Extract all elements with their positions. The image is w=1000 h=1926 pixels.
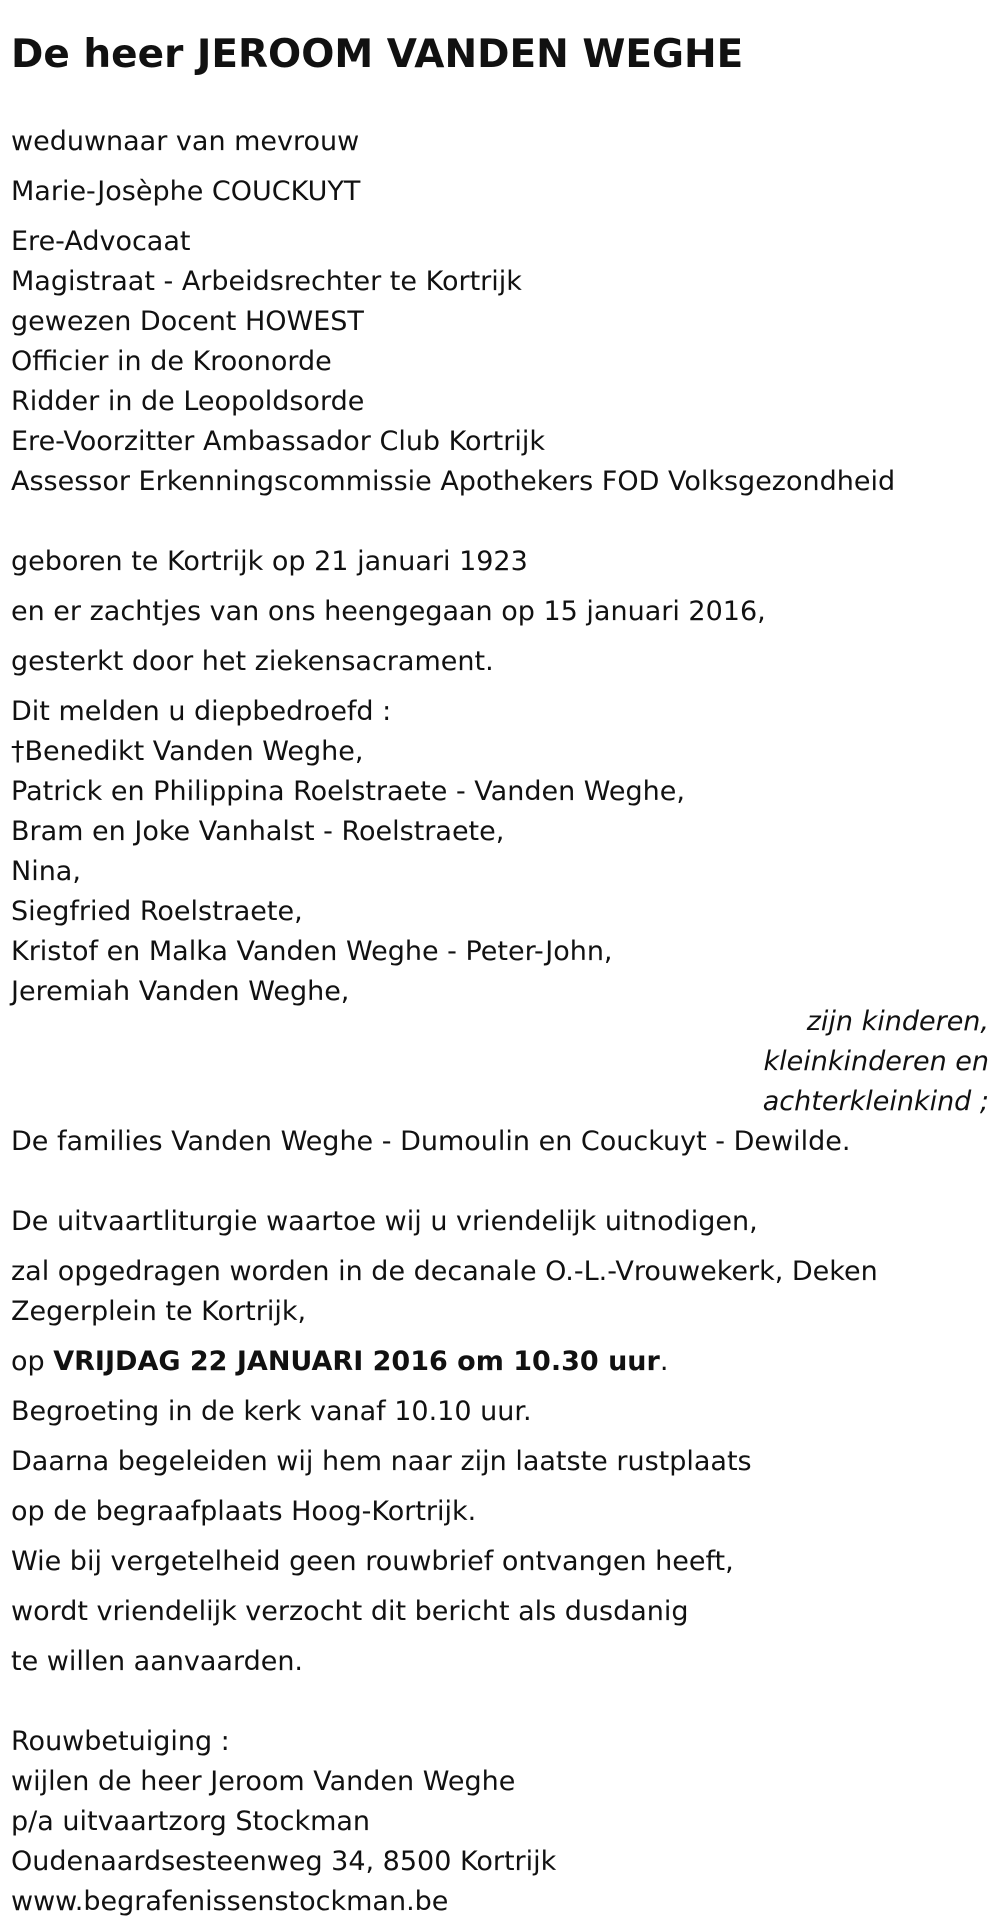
condolence-address: p/a uitvaartzorg Stockman <box>11 1806 371 1837</box>
liturgy-date-prefix: op <box>11 1346 54 1377</box>
condolence-address: wijlen de heer Jeroom Vanden Weghe <box>11 1766 516 1797</box>
widower-line: weduwnaar van mevrouw <box>11 126 360 157</box>
family-member: Patrick en Philippina Roelstraete - Vanden Weghe, <box>11 776 685 807</box>
burial-line: Daarna begeleiden wij hem naar zijn laatste rustplaats <box>11 1446 752 1477</box>
family-member: Kristof en Malka Vanden Weghe - Peter-John, <box>11 936 613 967</box>
family-member: Nina, <box>11 856 81 887</box>
announcement-line: Dit melden u diepbedroefd : <box>11 696 392 727</box>
birth-line: geboren te Kortrijk op 21 januari 1923 <box>11 546 528 577</box>
liturgy-date-line <box>11 1342 668 1382</box>
title-item: Ere-Voorzitter Ambassador Club Kortrijk <box>11 426 545 457</box>
family-member: Bram en Joke Vanhalst - Roelstraete, <box>11 816 505 847</box>
relation-line: kleinkinderen en <box>763 1046 989 1077</box>
condolence-website: www.begrafenissenstockman.be <box>11 1886 449 1917</box>
family-member: Jeremiah Vanden Weghe, <box>11 976 350 1007</box>
sacrament-line: gesterkt door het ziekensacrament. <box>11 646 494 677</box>
page-title: De heer JEROOM VANDEN WEGHE <box>11 32 744 77</box>
liturgy-place: Zegerplein te Kortrijk, <box>11 1296 307 1327</box>
condolence-address: Oudenaardsesteenweg 34, 8500 Kortrijk <box>11 1846 557 1877</box>
title-item: Officier in de Kroonorde <box>11 346 332 377</box>
liturgy-invite: De uitvaartliturgie waartoe wij u vriendelijk uitnodigen, <box>11 1206 758 1237</box>
notice-line: wordt vriendelijk verzocht dit bericht als dusdanig <box>11 1596 689 1627</box>
family-member: Siegfried Roelstraete, <box>11 896 303 927</box>
relation-line: achterkleinkind ; <box>762 1086 989 1117</box>
notice-line: Wie bij vergetelheid geen rouwbrief ontvangen heeft, <box>11 1546 734 1577</box>
liturgy-date: VRIJDAG 22 JANUARI 2016 om 10.30 uur <box>53 1346 660 1377</box>
liturgy-place: zal opgedragen worden in de decanale O.-L.-Vrouwekerk, Deken <box>11 1256 878 1287</box>
title-item: gewezen Docent HOWEST <box>11 306 364 337</box>
notice-line: te willen aanvaarden. <box>11 1646 304 1677</box>
title-item: Ridder in de Leopoldsorde <box>11 386 365 417</box>
title-item: Magistraat - Arbeidsrechter te Kortrijk <box>11 266 522 297</box>
greeting-line: Begroeting in de kerk vanaf 10.10 uur. <box>11 1396 532 1427</box>
families-line: De families Vanden Weghe - Dumoulin en Couckuyt - Dewilde. <box>11 1126 851 1157</box>
title-item: Assessor Erkenningscommissie Apothekers FOD Volksgezondheid <box>11 466 896 497</box>
death-line: en er zachtjes van ons heengegaan op 15 januari 2016, <box>11 596 766 627</box>
condolence-heading: Rouwbetuiging : <box>11 1726 230 1757</box>
title-item: Ere-Advocaat <box>11 226 191 257</box>
burial-line: op de begraafplaats Hoog-Kortrijk. <box>11 1496 477 1527</box>
relation-line: zijn kinderen, <box>806 1006 989 1037</box>
family-member: †Benedikt Vanden Weghe, <box>11 736 364 767</box>
liturgy-date-suffix: . <box>659 1346 669 1377</box>
spouse-name: Marie-Josèphe COUCKUYT <box>11 176 361 207</box>
